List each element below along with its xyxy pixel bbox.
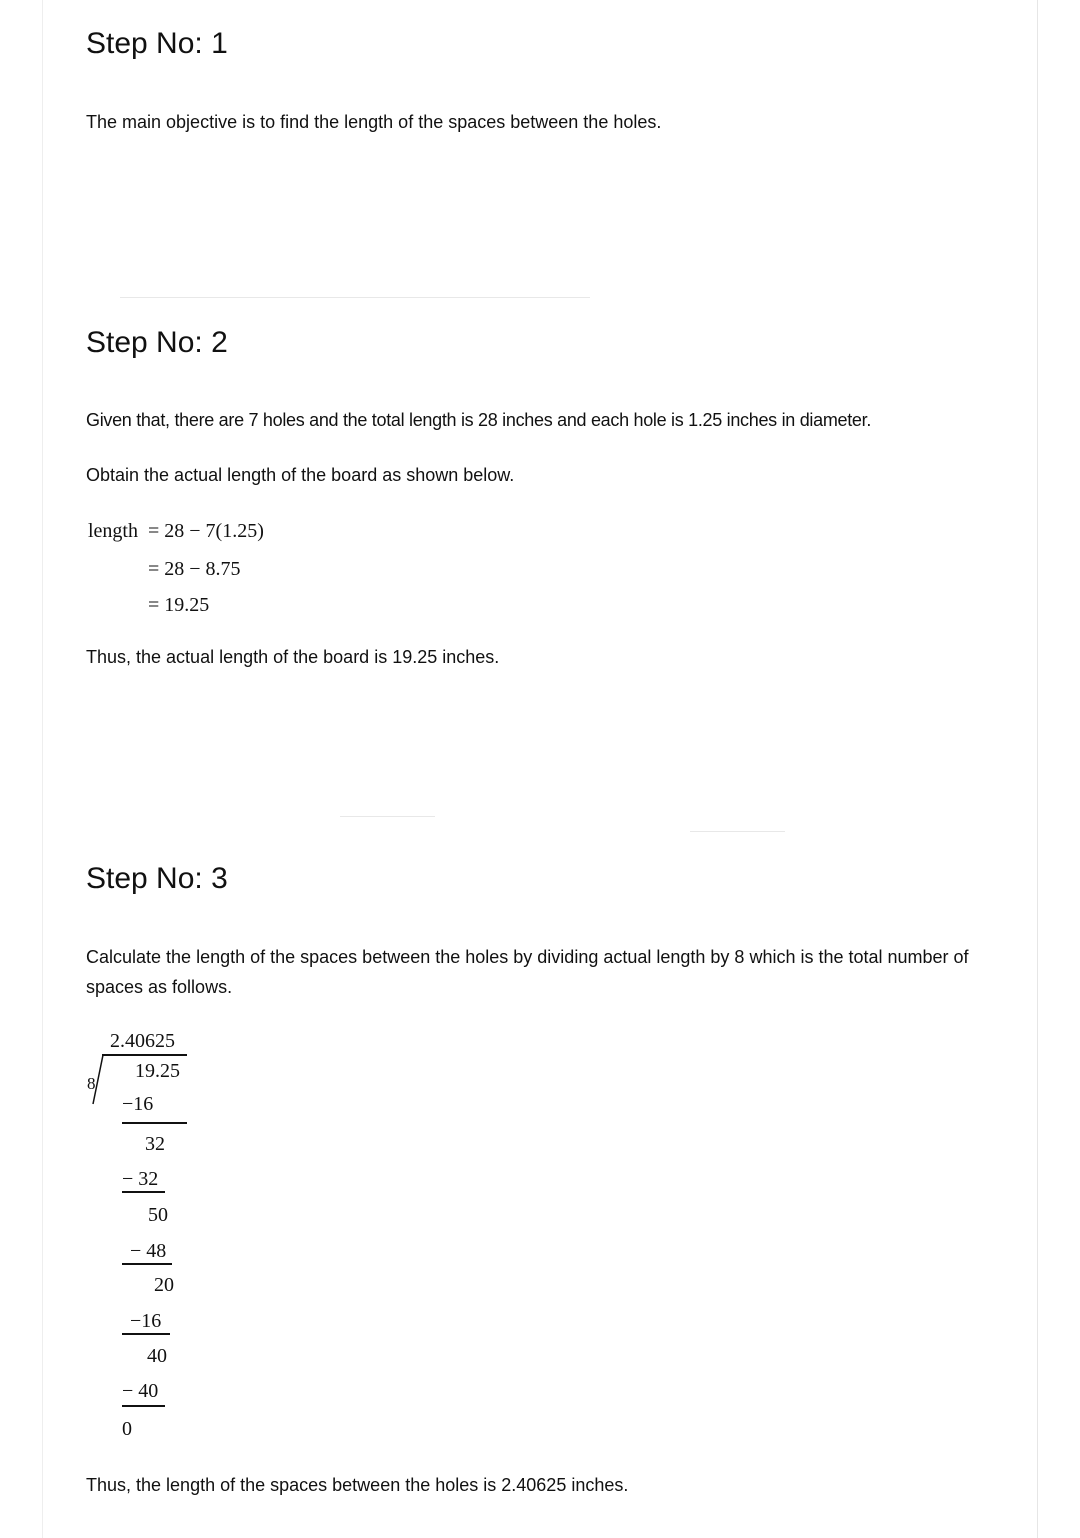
divider [120, 297, 590, 298]
division-bar [102, 1054, 187, 1056]
step-2-title: Step No: 2 [86, 326, 228, 359]
division-step: − 40 [122, 1380, 159, 1402]
division-step: − 48 [130, 1240, 167, 1262]
step-1-title: Step No: 1 [86, 27, 228, 60]
step-3-conclusion: Thus, the length of the spaces between the holes is 2.40625 inches. [86, 1475, 629, 1495]
step-2-conclusion: Thus, the actual length of the board is 19.25 inches. [86, 647, 500, 667]
division-step: − 32 [122, 1168, 159, 1190]
page-frame [42, 0, 1038, 1538]
equation-line-3: = 19.25 [148, 594, 210, 616]
step-3-title: Step No: 3 [86, 862, 228, 895]
divisor: 8 [87, 1074, 96, 1093]
division-line [122, 1263, 172, 1265]
equation-label: length [88, 520, 138, 542]
quotient: 2.40625 [110, 1030, 175, 1052]
division-step: 32 [145, 1133, 165, 1155]
divider [690, 831, 785, 832]
division-line [122, 1191, 165, 1193]
division-line [122, 1333, 170, 1335]
equation-line-2: = 28 − 8.75 [148, 558, 241, 580]
equation-line-1: = 28 − 7(1.25) [148, 520, 264, 542]
division-step: 50 [148, 1204, 168, 1226]
division-step: 40 [147, 1345, 167, 1367]
step-1-text: The main objective is to find the length of the spaces between the holes. [86, 112, 662, 132]
division-line [122, 1405, 165, 1407]
division-line [122, 1122, 187, 1124]
division-step: 0 [122, 1418, 132, 1440]
divider [340, 816, 435, 817]
step-2-obtain: Obtain the actual length of the board as shown below. [86, 465, 515, 485]
step-3-text: Calculate the length of the spaces between the holes by dividing actual length by 8 which is the total number of spaces as follows. [86, 947, 969, 997]
division-step: −16 [130, 1310, 162, 1332]
division-step: −16 [122, 1093, 154, 1115]
dividend: 19.25 [135, 1060, 180, 1082]
step-2-given: Given that, there are 7 holes and the total length is 28 inches and each hole is 1.25 inches in diameter. [86, 410, 872, 430]
division-step: 20 [154, 1274, 174, 1296]
